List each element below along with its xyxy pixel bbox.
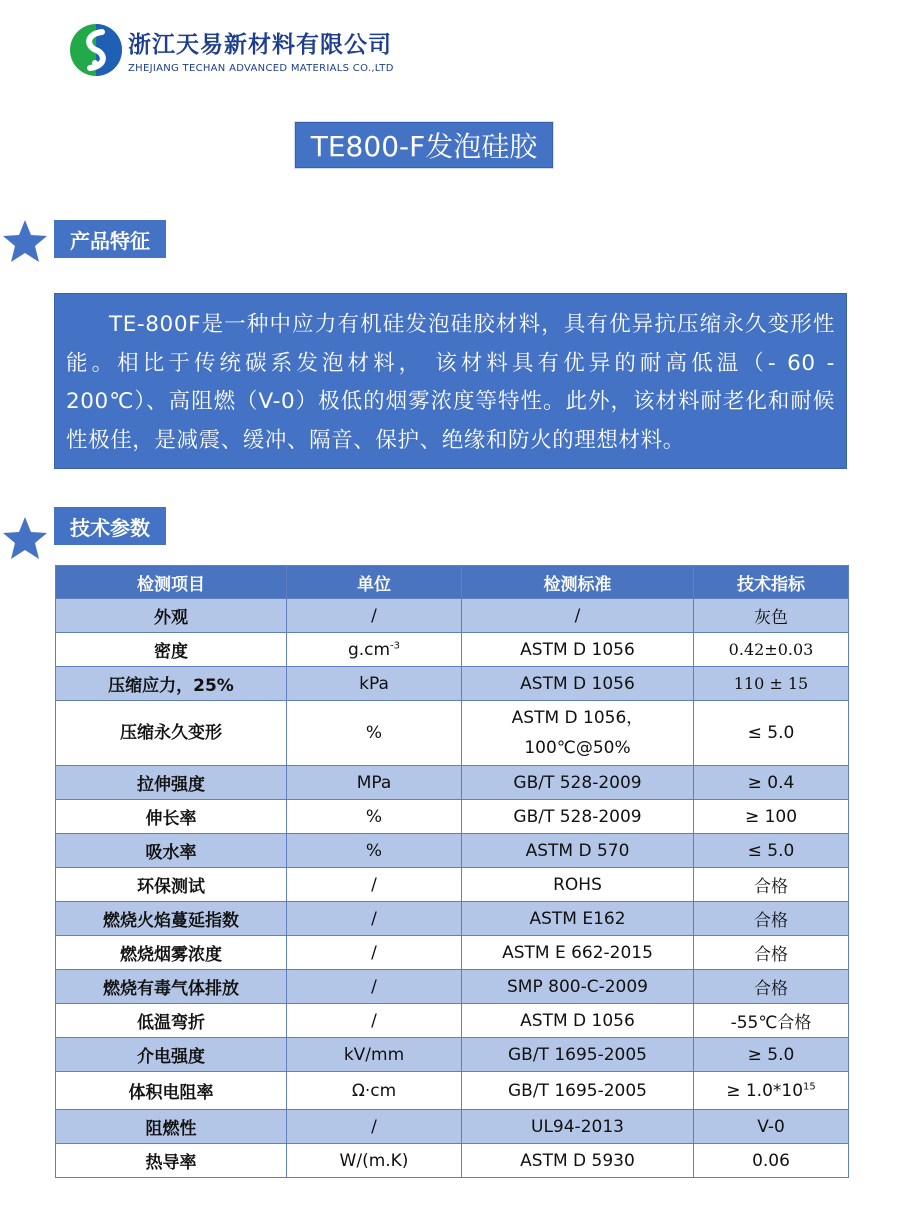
cell-item: 热导率 [56, 1144, 287, 1178]
unit-text: / [371, 1116, 377, 1137]
cell-item: 密度 [56, 633, 287, 667]
table-row [56, 1038, 849, 1072]
column-header: 单位 [287, 566, 462, 599]
value-text: ≥ 100 [744, 806, 798, 827]
unit-text: W/(m.K) [339, 1150, 409, 1171]
value-text: 合格 [754, 911, 788, 931]
cell-unit [287, 766, 462, 800]
standard-text: ROHS [553, 874, 602, 895]
cell-standard [462, 1004, 694, 1038]
unit-text: % [365, 840, 383, 861]
cell-unit [287, 633, 462, 667]
unit-text: / [371, 976, 377, 997]
star-icon [2, 219, 48, 263]
cell-unit [287, 868, 462, 902]
cell-item: 燃烧烟雾浓度 [56, 936, 287, 970]
cell-standard [462, 667, 694, 701]
cell-unit [287, 1004, 462, 1038]
cell-item: 介电强度 [56, 1038, 287, 1072]
cell-standard [462, 936, 694, 970]
table-row [56, 970, 849, 1004]
table-row [56, 1072, 849, 1110]
standard-text: GB/T 528-2009 [513, 772, 642, 793]
unit-text: / [371, 874, 377, 895]
section-label-features: 产品特征 [54, 220, 166, 258]
cell-value [694, 936, 849, 970]
value-text: V-0 [757, 1116, 785, 1137]
cell-value [694, 667, 849, 701]
unit-text: kV/mm [343, 1044, 405, 1065]
cell-unit [287, 800, 462, 834]
company-name-en: ZHEJIANG TECHAN ADVANCED MATERIALS CO.,LTD [128, 63, 394, 74]
cell-unit [287, 1072, 462, 1110]
unit-text: MPa [356, 772, 392, 793]
cell-item: 外观 [56, 599, 287, 633]
cell-unit [287, 902, 462, 936]
value-text: ≥ 5.0 [747, 1044, 795, 1065]
value-superscript: 15 [803, 1080, 816, 1092]
cell-item: 压缩永久变形 [56, 701, 287, 766]
standard-text: GB/T 1695-2005 [507, 1080, 647, 1101]
standard-text: ASTM D 5930 [520, 1150, 635, 1171]
cell-unit [287, 599, 462, 633]
unit-text: kPa [359, 673, 389, 694]
cell-value [694, 1144, 849, 1178]
cell-value [694, 633, 849, 667]
unit-text: % [365, 806, 383, 827]
cell-unit [287, 936, 462, 970]
unit-superscript: -3 [390, 639, 401, 651]
cell-unit [287, 701, 462, 766]
cell-item: 伸长率 [56, 800, 287, 834]
cell-standard [462, 701, 694, 766]
standard-text: GB/T 1695-2005 [507, 1044, 647, 1065]
cell-item: 拉伸强度 [56, 766, 287, 800]
column-header: 检测标准 [462, 566, 694, 599]
cell-item: 吸水率 [56, 834, 287, 868]
cell-standard [462, 868, 694, 902]
table-row [56, 599, 849, 633]
cell-standard [462, 834, 694, 868]
company-name-cn: 浙江天易新材料有限公司 [128, 32, 392, 58]
cell-item: 阻燃性 [56, 1110, 287, 1144]
table-row [56, 868, 849, 902]
cell-standard [462, 970, 694, 1004]
cell-standard [462, 902, 694, 936]
cell-value [694, 834, 849, 868]
cell-standard [462, 1110, 694, 1144]
table-row [56, 800, 849, 834]
cell-value [694, 766, 849, 800]
section-label-params: 技术参数 [54, 507, 166, 545]
standard-text: UL94-2013 [531, 1116, 624, 1137]
company-logo-icon [68, 22, 124, 78]
cell-value [694, 1110, 849, 1144]
standard-text: / [574, 605, 581, 626]
value-text: 合格 [754, 979, 788, 999]
standard-text: ASTM D 1056， [511, 708, 644, 728]
table-row [56, 902, 849, 936]
value-text: 合格 [754, 945, 788, 965]
unit-text: / [371, 605, 377, 626]
value-text: 灰色 [754, 608, 788, 628]
standard-text: ASTM E162 [529, 908, 626, 929]
value-text: 0.06 [752, 1150, 790, 1171]
table-row [56, 1110, 849, 1144]
standard-text: ASTM E 662-2015 [502, 942, 653, 963]
table-row [56, 1144, 849, 1178]
standard-text-line2: 100℃@50% [524, 738, 631, 758]
cell-value [694, 1038, 849, 1072]
cell-unit [287, 1038, 462, 1072]
cell-value [694, 800, 849, 834]
table-row [56, 701, 849, 766]
unit-text: / [371, 1010, 377, 1031]
value-text: ≤ 5.0 [747, 840, 795, 861]
standard-text: ASTM D 1056 [520, 673, 635, 694]
value-text: 合格 [754, 877, 788, 897]
cell-standard [462, 633, 694, 667]
cell-item: 体积电阻率 [56, 1072, 287, 1110]
cell-item: 环保测试 [56, 868, 287, 902]
cell-value [694, 970, 849, 1004]
cell-item: 低温弯折 [56, 1004, 287, 1038]
standard-text: SMP 800-C-2009 [507, 976, 648, 997]
product-description: TE-800F是一种中应力有机硅发泡硅胶材料，具有优异抗压缩永久变形性能。相比于传统碳系发泡材料， 该材料具有优异的耐高低温（- 60 - 200℃）、高阻燃（V-0）极低的烟雾浓度等特性。此外，该材料耐老化和耐候性极佳，是减震、缓冲、隔音、保护、绝缘和防火的理想材料。 [54, 293, 847, 469]
table-row [56, 633, 849, 667]
cell-value [694, 868, 849, 902]
cell-item: 燃烧火焰蔓延指数 [56, 902, 287, 936]
standard-text: ASTM D 570 [525, 840, 630, 861]
cell-value [694, 599, 849, 633]
value-text: 110 ± 15 [733, 674, 809, 693]
column-header: 检测项目 [56, 566, 287, 599]
value-text: 0.42±0.03 [728, 640, 814, 659]
cell-item: 压缩应力，25% [56, 667, 287, 701]
cell-standard [462, 800, 694, 834]
table-row [56, 766, 849, 800]
standard-text: ASTM D 1056 [520, 1010, 635, 1031]
cell-standard [462, 1038, 694, 1072]
table-row [56, 1004, 849, 1038]
cell-standard [462, 766, 694, 800]
table-row [56, 667, 849, 701]
cell-value [694, 902, 849, 936]
cell-unit [287, 970, 462, 1004]
table-row [56, 834, 849, 868]
cell-standard [462, 599, 694, 633]
cell-unit [287, 1144, 462, 1178]
unit-text: / [371, 942, 377, 963]
cell-value [694, 1004, 849, 1038]
cell-unit [287, 667, 462, 701]
value-text: -55℃合格 [730, 1013, 812, 1033]
cell-unit [287, 1110, 462, 1144]
cell-item: 燃烧有毒气体排放 [56, 970, 287, 1004]
value-text: ≥ 0.4 [747, 772, 795, 793]
column-header: 技术指标 [694, 566, 849, 599]
value-text: ≥ 1.0*10 [726, 1080, 804, 1101]
cell-standard [462, 1072, 694, 1110]
product-title: TE800-F发泡硅胶 [294, 121, 554, 169]
spec-table [55, 565, 849, 1178]
unit-text: % [365, 723, 383, 743]
cell-value [694, 701, 849, 766]
unit-text: / [371, 908, 377, 929]
unit-text: Ω·cm [351, 1080, 397, 1101]
star-icon [2, 516, 48, 560]
table-row [56, 936, 849, 970]
table-header-row [56, 566, 849, 599]
value-text: ≤ 5.0 [747, 723, 795, 743]
standard-text: ASTM D 1056 [520, 639, 635, 660]
cell-standard [462, 1144, 694, 1178]
cell-value [694, 1072, 849, 1110]
unit-text: g.cm [347, 639, 391, 660]
standard-text: GB/T 528-2009 [513, 806, 642, 827]
cell-unit [287, 834, 462, 868]
